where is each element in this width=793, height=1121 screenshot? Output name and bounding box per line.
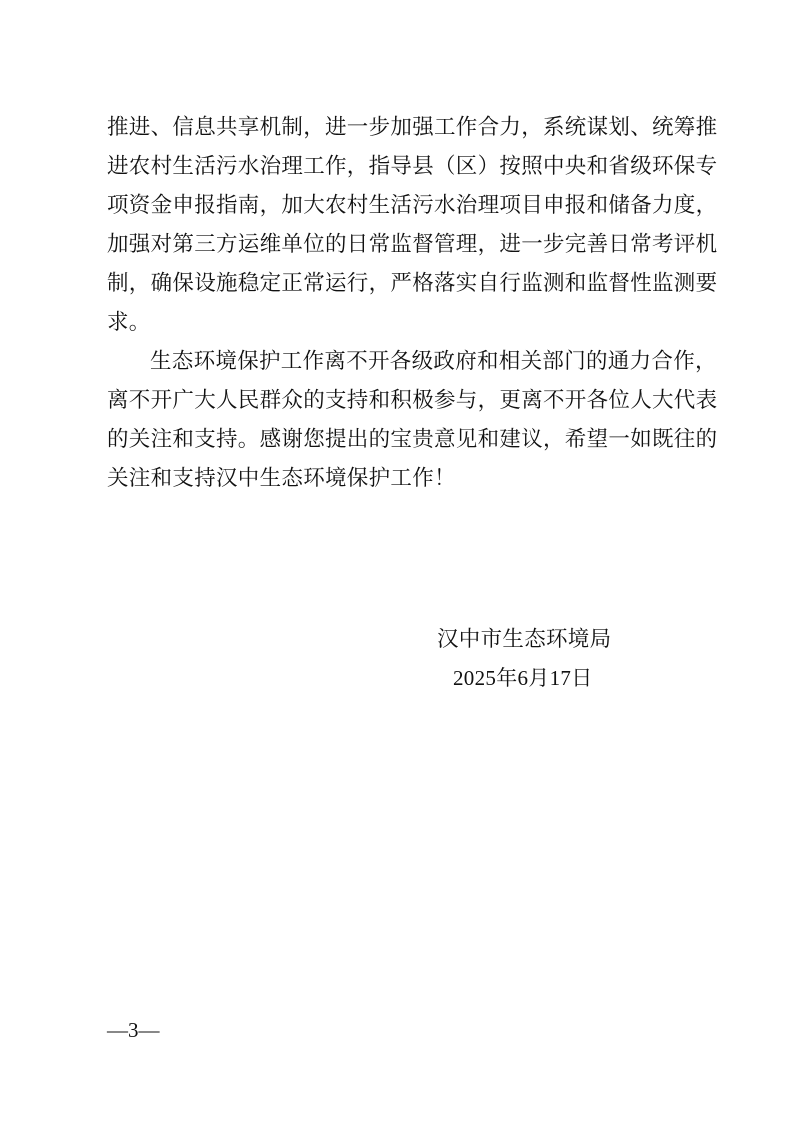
signature-block <box>380 620 680 698</box>
text-line: 的关注和支持。感谢您提出的宝贵意见和建议，希望一如既往的 <box>107 427 718 452</box>
page-number: —3— <box>107 1018 160 1042</box>
text-line: 项资金申报指南，加大农村生活污水治理项目申报和储备力度， <box>107 193 718 218</box>
text-line: 加强对第三方运维单位的日常监督管理，进一步完善日常考评机 <box>107 232 718 257</box>
paragraph-continued <box>107 108 718 342</box>
text-line: 生态环境保护工作离不开各级政府和相关部门的通力合作， <box>150 349 717 374</box>
text-line: 离不开广大人民群众的支持和积极参与，更离不开各位人大代表 <box>107 388 718 413</box>
signature-date: 2025年6月17日 <box>453 666 593 690</box>
text-line: 关注和支持汉中生态环境保护工作！ <box>107 466 456 491</box>
text-line: 进农村生活污水治理工作，指导县（区）按照中央和省级环保专 <box>107 154 718 179</box>
text-line: 制，确保设施稳定正常运行，严格落实自行监测和监督性监测要 <box>107 271 718 296</box>
text-line: 求。 <box>107 310 151 335</box>
paragraph-closing <box>107 342 718 498</box>
document-body <box>107 108 718 498</box>
text-line: 推进、信息共享机制，进一步加强工作合力，系统谋划、统筹推 <box>107 115 718 140</box>
signature-organization: 汉中市生态环境局 <box>437 627 612 652</box>
